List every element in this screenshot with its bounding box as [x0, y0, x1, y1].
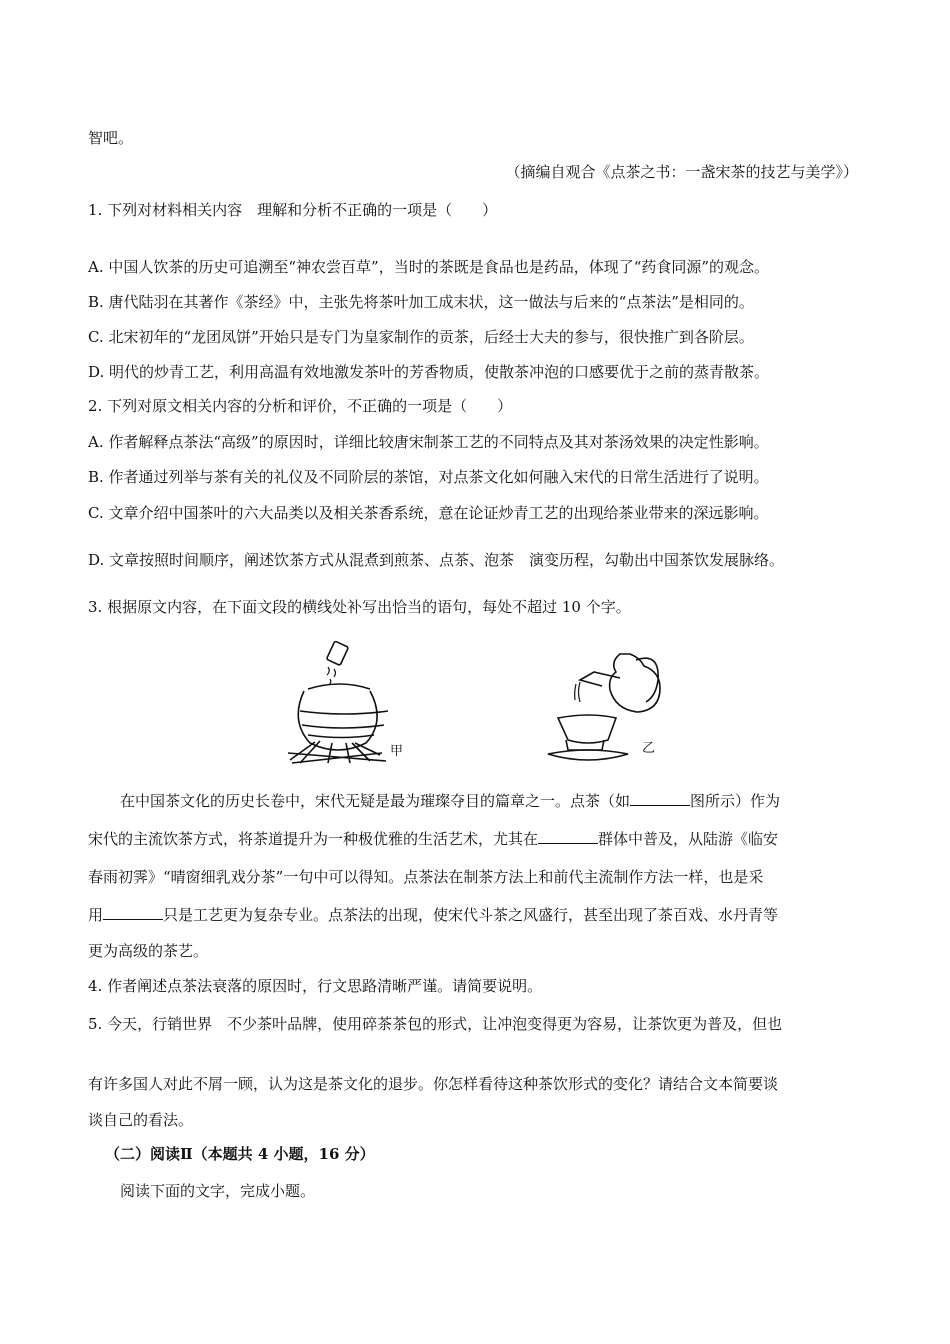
q3-p1-end: 图所示）作为 — [690, 792, 781, 810]
q3-blank-1[interactable] — [630, 791, 690, 806]
q2-option-b: B. 作者通过列举与茶有关的礼仪及不同阶层的茶馆，对点茶文化如何融入宋代的日常生活进行了说明。 — [88, 468, 769, 486]
q3-passage-line-1 — [120, 791, 780, 811]
section-2-heading: （二）阅读Ⅱ（本题共 4 小题，16 分） — [105, 1145, 375, 1163]
q3-passage-line-4 — [88, 905, 778, 925]
section-2-instruction: 阅读下面的文字，完成小题。 — [120, 1182, 316, 1200]
source-citation: （摘编自观合《点茶之书：一盏宋茶的技艺与美学》） — [505, 163, 858, 181]
q5-line-3: 谈自己的看法。 — [88, 1111, 194, 1129]
q2-option-d: D. 文章按照时间顺序，阐述饮茶方式从混煮到煎茶、点茶、泡茶 演变历程，勾勒出中国茶饮发展脉络。 — [88, 551, 785, 569]
q3-p2-start: 宋代的主流饮茶方式，将茶道提升为一种极优雅的生活艺术，尤其在 — [88, 830, 539, 848]
q5-line-2: 有许多国人对此不屑一顾，认为这是茶文化的退步。你怎样看待这种茶饮形式的变化？请结合文本简要谈 — [88, 1075, 779, 1093]
q4-stem: 4. 作者阐述点茶法衰落的原因时，行文思路清晰严谨。请简要说明。 — [88, 977, 543, 995]
q3-stem: 3. 根据原文内容，在下面文段的横线处补写出恰当的语句，每处不超过 10 个字。 — [88, 598, 631, 616]
q1-option-d: D. 明代的炒青工艺，利用高温有效地激发茶叶的芳香物质，使散茶冲泡的口感要优于之前的蒸青散茶。 — [88, 363, 770, 381]
q3-passage-line-3: 春雨初霁》“晴窗细乳戏分茶”一句中可以得知。点茶法在制茶方法上和前代主流制作方法一样，也是采 — [88, 868, 764, 886]
q5-line-1: 5. 今天，行销世界 不少茶叶品牌，使用碎茶茶包的形式，让冲泡变得更为容易，让茶饮更为普及，但也 — [88, 1015, 783, 1033]
q3-p2-end: 群体中普及，从陆游《临安 — [598, 830, 779, 848]
q3-blank-3[interactable] — [103, 905, 163, 920]
figure-yi-pouring-ewer — [540, 642, 680, 772]
figure-jia-cooking-pot — [280, 635, 404, 770]
q2-option-a: A. 作者解释点茶法“高级”的原因时，详细比较唐宋制茶工艺的不同特点及其对茶汤效果的决定性影响。 — [88, 433, 769, 451]
tea-packet-icon — [326, 641, 348, 665]
q1-option-a: A. 中国人饮茶的历史可追溯至“神农尝百草”，当时的茶既是食品也是药品，体现了“药食同源”的观念。 — [88, 258, 770, 276]
q3-passage-line-2 — [88, 829, 778, 849]
figure-yi-label: 乙 — [642, 741, 656, 756]
q1-option-c: C. 北宋初年的“龙团凤饼”开始只是专门为皇家制作的贡茶，后经士大夫的参与，很快推广到各阶层。 — [88, 328, 754, 346]
intro-tail: 智吧。 — [88, 129, 134, 147]
q2-stem: 2. 下列对原文相关内容的分析和评价，不正确的一项是（ ） — [88, 397, 513, 415]
q3-p4-end: 只是工艺更为复杂专业。点茶法的出现，使宋代斗茶之风盛行，甚至出现了茶百戏、水丹青等 — [163, 906, 779, 924]
q3-p1-start: 在中国茶文化的历史长卷中，宋代无疑是最为璀璨夺目的篇章之一。点茶（如 — [120, 792, 631, 810]
q1-option-b: B. 唐代陆羽在其著作《茶经》中，主张先将茶叶加工成末状，这一做法与后来的“点茶法”是相同的。 — [88, 293, 754, 311]
q1-stem: 1. 下列对材料相关内容 理解和分析不正确的一项是（ ） — [88, 201, 498, 219]
q3-blank-2[interactable] — [538, 829, 598, 844]
q3-p4-start: 用 — [88, 906, 104, 924]
figure-jia-label: 甲 — [390, 744, 404, 759]
q3-passage-line-5: 更为高级的茶艺。 — [88, 942, 209, 960]
q2-option-c: C. 文章介绍中国茶叶的六大品类以及相关茶香系统，意在论证炒青工艺的出现给茶业带来的深远影响。 — [88, 504, 769, 522]
